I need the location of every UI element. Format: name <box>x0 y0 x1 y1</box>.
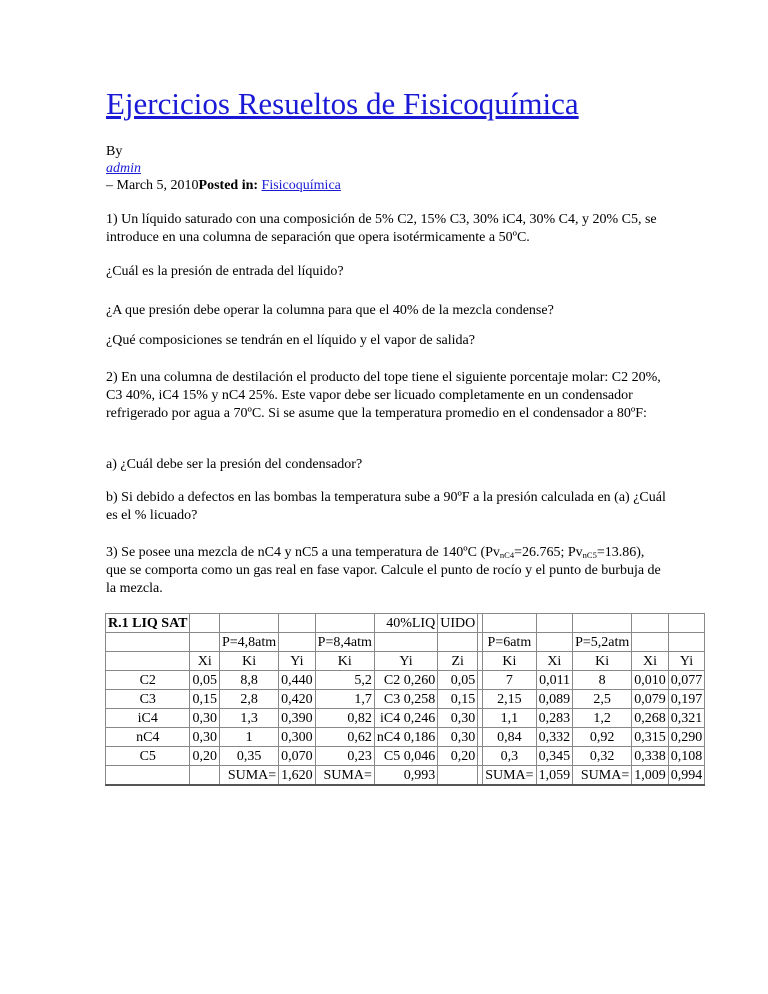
table-cell: 0,35 <box>219 747 278 766</box>
table-cell <box>106 652 190 671</box>
article-title[interactable]: Ejercicios Resueltos de Fisicoquímica <box>106 86 579 121</box>
paragraph-4: ¿Qué composiciones se tendrán en el líquido y el vapor de salida? <box>106 333 475 348</box>
subscript-nc5: nC5 <box>582 550 597 560</box>
table-cell: C3 <box>106 690 190 709</box>
table-cell: C2 <box>106 671 190 690</box>
table-cell <box>438 766 478 786</box>
table-cell: 0,070 <box>279 747 316 766</box>
table-cell: SUMA= <box>315 766 374 786</box>
table-cell: Yi <box>668 652 705 671</box>
paragraph-8-text-b: =26.765; Pv <box>514 545 583 560</box>
table-cell <box>219 614 278 633</box>
table-cell <box>106 633 190 652</box>
table-cell: 1,1 <box>483 709 536 728</box>
table-cell: Yi <box>279 652 316 671</box>
table-row <box>106 690 705 709</box>
table-cell: 0,010 <box>632 671 669 690</box>
table-cell: UIDO <box>438 614 478 633</box>
table-cell: 0,077 <box>668 671 705 690</box>
table-cell: 0,30 <box>438 709 478 728</box>
table-cell: 1,7 <box>315 690 374 709</box>
table-cell: C5 <box>106 747 190 766</box>
table-header-row <box>106 652 705 671</box>
table-cell <box>190 614 220 633</box>
table-cell: Xi <box>536 652 573 671</box>
table-cell: 0,32 <box>573 747 632 766</box>
table-cell: Ki <box>483 652 536 671</box>
table-cell: 0,84 <box>483 728 536 747</box>
table-cell: 1,059 <box>536 766 573 786</box>
table-cell <box>374 633 437 652</box>
table-cell: 1 <box>219 728 278 747</box>
table-cell: 0,30 <box>190 709 220 728</box>
table-cell <box>279 633 316 652</box>
table-cell: Ki <box>315 652 374 671</box>
paragraph-8-text-c: =13.86), que se comporta como un gas real en fase vapor. Calcule el punto de rocío y el punto de burbuja de la mezcla. <box>106 545 661 596</box>
table-cell: 0,300 <box>279 728 316 747</box>
table-cell: Xi <box>632 652 669 671</box>
table-cell <box>190 766 220 786</box>
table-cell: 2,8 <box>219 690 278 709</box>
table-cell: 8,8 <box>219 671 278 690</box>
table-cell: P=5,2atm <box>573 633 632 652</box>
table-cell: 0,332 <box>536 728 573 747</box>
category-link[interactable]: Fisicoquímica <box>261 178 341 193</box>
table-cell: 0,20 <box>438 747 478 766</box>
table-cell: 1,2 <box>573 709 632 728</box>
paragraph-1: 1) Un líquido saturado con una composición de 5% C2, 15% C3, 30% iC4, 30% C4, y 20% C5, se introduce en una columna de separación que opera isotérmicamente a 50ºC. <box>106 212 657 245</box>
table-row <box>106 671 705 690</box>
table-cell: 0,108 <box>668 747 705 766</box>
table-cell <box>668 633 705 652</box>
table-cell <box>632 614 669 633</box>
table-cell: 0,23 <box>315 747 374 766</box>
table-cell: R.1 LIQ SAT <box>106 614 190 633</box>
table-cell: 0,3 <box>483 747 536 766</box>
results-table <box>105 613 705 786</box>
table-cell: P=6atm <box>483 633 536 652</box>
by-label: By <box>106 144 123 159</box>
table-cell: 0,30 <box>438 728 478 747</box>
table-cell: 0,089 <box>536 690 573 709</box>
table-cell: iC4 0,246 <box>374 709 437 728</box>
table-cell: 0,82 <box>315 709 374 728</box>
table-cell: 0,345 <box>536 747 573 766</box>
paragraph-2: ¿Cuál es la presión de entrada del líquido? <box>106 264 344 279</box>
table-cell: C5 0,046 <box>374 747 437 766</box>
table-cell: Xi <box>190 652 220 671</box>
table-cell: Zi <box>438 652 478 671</box>
paragraph-6: a) ¿Cuál debe ser la presión del condensador? <box>106 457 363 472</box>
table-cell: 0,20 <box>190 747 220 766</box>
table-cell: 0,290 <box>668 728 705 747</box>
table-cell <box>483 614 536 633</box>
table-cell: 1,009 <box>632 766 669 786</box>
table-cell: 40%LIQ <box>374 614 437 633</box>
table-cell: 0,05 <box>190 671 220 690</box>
table-cell: Ki <box>573 652 632 671</box>
table-cell: 0,390 <box>279 709 316 728</box>
subscript-nc4: nC4 <box>499 550 515 560</box>
post-date-line <box>106 177 341 194</box>
table-cell: Ki <box>219 652 278 671</box>
table-cell: 0,315 <box>632 728 669 747</box>
table-cell <box>668 614 705 633</box>
paragraph-7: b) Si debido a defectos en las bombas la temperatura sube a 90ºF a la presión calculada en (a) ¿Cuál es el % licuado? <box>106 490 666 523</box>
table-cell <box>438 633 478 652</box>
table-cell: 0,011 <box>536 671 573 690</box>
table-cell: 0,321 <box>668 709 705 728</box>
table-cell: 0,05 <box>438 671 478 690</box>
table-cell: 0,15 <box>438 690 478 709</box>
table-cell: C3 0,258 <box>374 690 437 709</box>
table-cell <box>315 614 374 633</box>
table-cell: 0,420 <box>279 690 316 709</box>
paragraph-8-text-a: 3) Se posee una mezcla de nC4 y nC5 a una temperatura de 140ºC (Pv <box>106 545 500 560</box>
paragraph-5: 2) En una columna de destilación el producto del tope tiene el siguiente porcentaje molar: C2 20%, C3 40%, iC4 15% y nC4 25%. Este vapor debe ser licuado completamente en un condensador refrigerado por agua a 70ºC. Si se asume que la temperatura promedio en el condensador a 80ºF: <box>106 370 661 421</box>
table-cell: 0,197 <box>668 690 705 709</box>
paragraph-3: ¿A que presión debe operar la columna para que el 40% de la mezcla condense? <box>106 303 554 318</box>
table-cell: 0,993 <box>374 766 437 786</box>
table-cell <box>279 614 316 633</box>
table-cell: 0,30 <box>190 728 220 747</box>
table-cell: 8 <box>573 671 632 690</box>
table-cell: 0,268 <box>632 709 669 728</box>
table-cell: nC4 0,186 <box>374 728 437 747</box>
table-cell: nC4 <box>106 728 190 747</box>
table-row <box>106 747 705 766</box>
table-cell <box>632 633 669 652</box>
table-cell: SUMA= <box>219 766 278 786</box>
table-cell: 0,15 <box>190 690 220 709</box>
table-cell: 0,338 <box>632 747 669 766</box>
table-cell: 0,283 <box>536 709 573 728</box>
table-cell: 0,92 <box>573 728 632 747</box>
table-cell: P=4,8atm <box>219 633 278 652</box>
table-cell: 1,620 <box>279 766 316 786</box>
table-cell: 0,994 <box>668 766 705 786</box>
table-cell: iC4 <box>106 709 190 728</box>
table-cell: C2 0,260 <box>374 671 437 690</box>
paragraph-8 <box>106 544 666 598</box>
table-cell: 0,440 <box>279 671 316 690</box>
table-cell <box>573 614 632 633</box>
table-cell: 7 <box>483 671 536 690</box>
table-cell: 2,15 <box>483 690 536 709</box>
table-row <box>106 614 705 633</box>
table-cell <box>536 614 573 633</box>
table-cell <box>536 633 573 652</box>
table-cell: P=8,4atm <box>315 633 374 652</box>
table-cell: 5,2 <box>315 671 374 690</box>
table-cell: 0,62 <box>315 728 374 747</box>
post-date: – March 5, 2010 <box>106 178 199 193</box>
table-row <box>106 709 705 728</box>
table-cell <box>190 633 220 652</box>
author-link[interactable]: admin <box>106 161 141 176</box>
table-cell: Yi <box>374 652 437 671</box>
table-cell: 1,3 <box>219 709 278 728</box>
post-meta <box>106 143 341 194</box>
table-cell <box>106 766 190 786</box>
table-row <box>106 728 705 747</box>
table-cell: SUMA= <box>483 766 536 786</box>
table-cell: 0,079 <box>632 690 669 709</box>
table-sum-row <box>106 766 705 786</box>
table-cell: SUMA= <box>573 766 632 786</box>
posted-in-label: Posted in: <box>198 178 259 193</box>
table-row <box>106 633 705 652</box>
table-cell: 2,5 <box>573 690 632 709</box>
